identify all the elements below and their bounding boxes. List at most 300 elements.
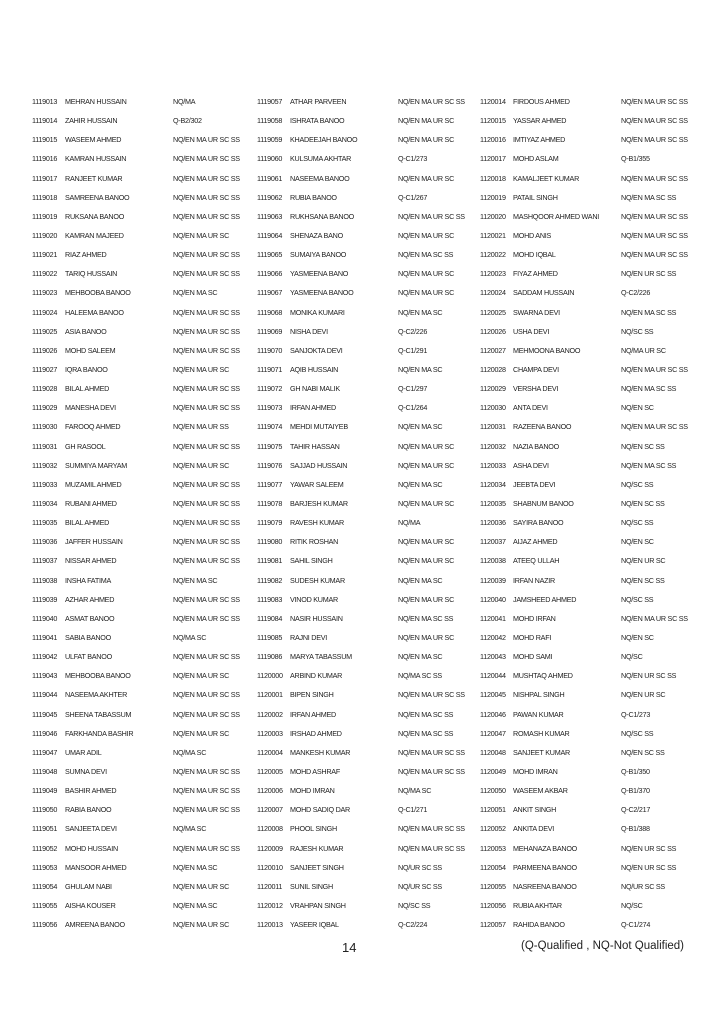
table-row: [257, 762, 482, 781]
roll-number: 1119043: [32, 671, 58, 681]
candidate-name: MANSOOR AHMED: [65, 862, 127, 872]
roll-number: 1120053: [480, 843, 506, 853]
table-row: [32, 551, 257, 570]
result-status: NQ/EN SC: [621, 403, 654, 413]
candidate-name: UMAR ADIL: [65, 747, 102, 757]
roll-number: 1119013: [32, 97, 58, 107]
table-row: [480, 92, 705, 111]
roll-number: 1119041: [32, 633, 58, 642]
results-column-2: [257, 92, 482, 934]
table-row: [257, 341, 482, 360]
result-status: NQ/EN MA UR SC: [398, 231, 455, 241]
result-status: NQ/EN MA SC SS: [621, 460, 677, 470]
result-status: NQ/MA: [173, 97, 196, 107]
roll-number: 1120046: [480, 709, 506, 719]
roll-number: 1119015: [32, 135, 58, 145]
candidate-name: AZHAR AHMED: [65, 594, 115, 604]
candidate-name: SWARNA DEVI: [513, 307, 560, 317]
table-row: [32, 111, 257, 130]
candidate-name: MOHD RAFI: [513, 633, 552, 642]
results-column-3: [480, 92, 705, 934]
table-row: [257, 724, 482, 743]
table-row: [32, 513, 257, 532]
table-row: [32, 379, 257, 398]
result-status: NQ/MA SC: [398, 786, 432, 796]
result-status: NQ/EN MA SC SS: [621, 384, 677, 394]
table-row: [257, 437, 482, 456]
candidate-name: MOHD SADIQ DAR: [290, 805, 350, 815]
roll-number: 1120033: [480, 460, 506, 470]
roll-number: 1119028: [32, 384, 58, 394]
table-row: [480, 245, 705, 264]
table-row: [32, 609, 257, 628]
legend: (Q-Qualified , NQ-Not Qualified): [521, 940, 684, 952]
candidate-name: NASIR HUSSAIN: [290, 613, 343, 623]
table-row: [257, 92, 482, 111]
candidate-name: BARJESH KUMAR: [290, 499, 348, 509]
candidate-name: BASHIR AHMED: [65, 786, 117, 796]
table-row: [480, 858, 705, 877]
table-row: [257, 130, 482, 149]
table-row: [32, 398, 257, 417]
candidate-name: FIRDOUS AHMED: [513, 97, 570, 107]
candidate-name: NAZIA BANOO: [513, 441, 559, 451]
roll-number: 1119081: [257, 556, 283, 566]
result-status: NQ/EN MA UR SC SS: [173, 479, 240, 489]
roll-number: 1120047: [480, 728, 506, 738]
result-status: NQ/EN MA UR SC SS: [173, 499, 240, 509]
table-row: [480, 437, 705, 456]
result-status: NQ/EN MA UR SC: [173, 460, 230, 470]
table-row: [257, 513, 482, 532]
result-status: Q-C2/226: [398, 326, 428, 336]
result-status: NQ/EN MA UR SC: [398, 441, 455, 451]
roll-number: 1120052: [480, 824, 506, 834]
candidate-name: GHULAM NABI: [65, 881, 112, 891]
result-status: NQ/EN MA UR SC SS: [621, 135, 688, 145]
table-row: [32, 762, 257, 781]
table-row: [257, 590, 482, 609]
candidate-name: RAJESH KUMAR: [290, 843, 344, 853]
result-status: NQ/EN MA UR SC: [398, 556, 455, 566]
table-row: [32, 303, 257, 322]
candidate-name: SANJEET SINGH: [290, 862, 344, 872]
result-status: NQ/EN UR SC SS: [621, 862, 677, 872]
table-row: [480, 647, 705, 666]
roll-number: 1120006: [257, 786, 283, 796]
roll-number: 1120032: [480, 441, 506, 451]
table-row: [32, 149, 257, 168]
table-row: [32, 838, 257, 857]
result-status: NQ/EN MA UR SC SS: [173, 173, 240, 183]
result-status: NQ/EN MA SC SS: [398, 728, 454, 738]
result-status: NQ/EN SC SS: [621, 441, 665, 451]
candidate-name: KHADEEJAH BANOO: [290, 135, 358, 145]
roll-number: 1119066: [257, 269, 283, 279]
candidate-name: MONIKA KUMARI: [290, 307, 345, 317]
roll-number: 1119051: [32, 824, 58, 834]
table-row: [32, 494, 257, 513]
result-status: NQ/EN MA SC SS: [398, 709, 454, 719]
result-status: NQ/EN MA UR SC SS: [173, 250, 240, 260]
table-row: [480, 264, 705, 283]
candidate-name: MOHD HUSSAIN: [65, 843, 118, 853]
result-status: NQ/EN MA UR SC SS: [173, 613, 240, 623]
roll-number: 1119017: [32, 173, 58, 183]
roll-number: 1120002: [257, 709, 283, 719]
candidate-name: RIAZ AHMED: [65, 250, 107, 260]
table-row: [257, 322, 482, 341]
result-status: NQ/EN MA UR SC SS: [173, 594, 240, 604]
roll-number: 1119086: [257, 652, 283, 662]
result-status: NQ/EN MA UR SC: [173, 920, 230, 930]
roll-number: 1119020: [32, 231, 58, 241]
result-status: Q-C1/273: [398, 154, 428, 164]
table-row: [480, 322, 705, 341]
roll-number: 1119077: [257, 479, 283, 489]
result-status: NQ/EN MA UR SC SS: [173, 441, 240, 451]
result-status: Q-B1/355: [621, 154, 650, 164]
result-status: NQ/EN MA UR SC SS: [173, 766, 240, 776]
roll-number: 1120044: [480, 671, 506, 681]
result-status: Q-C1/273: [621, 709, 651, 719]
roll-number: 1120003: [257, 728, 283, 738]
candidate-name: SANJEET KUMAR: [513, 747, 570, 757]
result-status: Q-B1/388: [621, 824, 650, 834]
result-status: Q-C1/267: [398, 192, 428, 202]
table-row: [480, 838, 705, 857]
candidate-name: YASMEENA BANOO: [290, 288, 354, 298]
roll-number: 1119038: [32, 575, 58, 585]
result-status: NQ/EN SC SS: [621, 575, 665, 585]
candidate-name: VRAHPAN SINGH: [290, 900, 346, 910]
table-row: [32, 92, 257, 111]
result-status: NQ/EN MA UR SC: [398, 499, 455, 509]
table-row: [32, 915, 257, 934]
result-status: NQ/EN UR SC SS: [621, 843, 677, 853]
roll-number: 1119035: [32, 518, 58, 528]
candidate-name: ATEEQ ULLAH: [513, 556, 560, 566]
result-status: NQ/EN UR SC SS: [621, 671, 677, 681]
table-row: [32, 781, 257, 800]
roll-number: 1119048: [32, 766, 58, 776]
table-row: [480, 685, 705, 704]
results-column-1: [32, 92, 257, 934]
result-status: NQ/EN UR SC: [621, 556, 666, 566]
table-row: [480, 303, 705, 322]
table-row: [480, 111, 705, 130]
candidate-name: NISSAR AHMED: [65, 556, 117, 566]
table-row: [257, 303, 482, 322]
roll-number: 1119027: [32, 365, 58, 375]
result-status: NQ/EN MA SC: [173, 288, 218, 298]
table-row: [480, 130, 705, 149]
candidate-name: WASEEM AHMED: [65, 135, 122, 145]
candidate-name: RUBIA AKHTAR: [513, 900, 562, 910]
table-row: [257, 800, 482, 819]
roll-number: 1119032: [32, 460, 58, 470]
table-row: [480, 915, 705, 934]
table-row: [257, 551, 482, 570]
result-status: NQ/EN MA UR SC SS: [398, 690, 465, 700]
table-row: [32, 628, 257, 647]
roll-number: 1120014: [480, 97, 506, 107]
roll-number: 1120023: [480, 269, 506, 279]
roll-number: 1120028: [480, 365, 506, 375]
candidate-name: MEHDI MUTAIYEB: [290, 422, 348, 432]
candidate-name: MEHMOONA BANOO: [513, 345, 581, 355]
table-row: [32, 475, 257, 494]
roll-number: 1119074: [257, 422, 283, 432]
roll-number: 1119079: [257, 518, 283, 528]
table-row: [257, 245, 482, 264]
candidate-name: ANTA DEVI: [513, 403, 548, 413]
result-status: NQ/EN MA SC: [173, 575, 218, 585]
roll-number: 1120043: [480, 652, 506, 662]
candidate-name: KAMRAN MAJEED: [65, 231, 124, 241]
table-row: [480, 877, 705, 896]
table-row: [257, 819, 482, 838]
result-status: NQ/EN MA SC: [398, 652, 443, 662]
roll-number: 1119036: [32, 537, 58, 547]
result-status: NQ/MA SC SS: [398, 671, 442, 681]
result-status: Q-C2/224: [398, 920, 428, 930]
result-status: NQ/EN MA UR SC: [398, 116, 455, 126]
result-status: NQ/EN MA UR SC SS: [173, 135, 240, 145]
result-status: NQ/EN UR SC SS: [621, 269, 677, 279]
candidate-name: ANKIT SINGH: [513, 805, 557, 815]
result-status: Q-C1/271: [398, 805, 428, 815]
candidate-name: NASEEMA BANOO: [290, 173, 350, 183]
table-row: [480, 379, 705, 398]
result-status: NQ/EN SC SS: [621, 747, 665, 757]
roll-number: 1120030: [480, 403, 506, 413]
candidate-name: IMTIYAZ AHMED: [513, 135, 566, 145]
candidate-name: ULFAT BANOO: [65, 652, 112, 662]
candidate-name: SAMREENA BANOO: [65, 192, 130, 202]
candidate-name: CHAMPA DEVI: [513, 365, 559, 375]
roll-number: 1119025: [32, 326, 58, 336]
result-status: NQ/EN MA SC SS: [621, 192, 677, 202]
roll-number: 1120057: [480, 920, 506, 930]
roll-number: 1120038: [480, 556, 506, 566]
candidate-name: ARBIND KUMAR: [290, 671, 343, 681]
table-row: [257, 226, 482, 245]
table-row: [480, 896, 705, 915]
table-row: [32, 130, 257, 149]
result-status: NQ/EN MA SC: [398, 365, 443, 375]
table-row: [480, 551, 705, 570]
result-status: NQ/EN UR SC: [621, 690, 666, 700]
roll-number: 1120011: [257, 881, 283, 891]
result-status: NQ/EN MA UR SC SS: [173, 307, 240, 317]
table-row: [32, 705, 257, 724]
roll-number: 1119076: [257, 460, 283, 470]
result-status: NQ/EN MA UR SC SS: [173, 709, 240, 719]
candidate-name: NISHA DEVI: [290, 326, 328, 336]
table-row: [257, 475, 482, 494]
table-row: [480, 207, 705, 226]
candidate-name: ASMAT BANOO: [65, 613, 115, 623]
candidate-name: ZAHIR HUSSAIN: [65, 116, 118, 126]
result-status: NQ/MA SC: [173, 824, 207, 834]
result-status: NQ/EN MA UR SC SS: [173, 345, 240, 355]
table-row: [32, 341, 257, 360]
roll-number: 1119064: [257, 231, 283, 241]
candidate-name: MUSHTAQ AHMED: [513, 671, 573, 681]
roll-number: 1119082: [257, 575, 283, 585]
table-row: [257, 379, 482, 398]
result-status: NQ/EN MA UR SC: [398, 135, 455, 145]
roll-number: 1119071: [257, 365, 283, 375]
candidate-name: JAMSHEED AHMED: [513, 594, 577, 604]
result-status: NQ/SC SS: [621, 594, 654, 604]
candidate-name: RUKHSANA BANOO: [290, 211, 354, 221]
table-row: [257, 188, 482, 207]
candidate-name: PARMEENA BANOO: [513, 862, 577, 872]
roll-number: 1120013: [257, 920, 283, 930]
candidate-name: MOHD SAMI: [513, 652, 553, 662]
roll-number: 1119057: [257, 97, 283, 107]
table-row: [480, 590, 705, 609]
result-status: NQ/EN SC: [621, 537, 654, 547]
candidate-name: MOHD ASLAM: [513, 154, 559, 164]
table-row: [257, 705, 482, 724]
result-status: NQ/EN MA SC: [398, 479, 443, 489]
roll-number: 1120036: [480, 518, 506, 528]
roll-number: 1119058: [257, 116, 283, 126]
table-row: [257, 169, 482, 188]
table-row: [257, 743, 482, 762]
roll-number: 1120010: [257, 862, 283, 872]
result-status: NQ/EN MA UR SC: [173, 881, 230, 891]
candidate-name: GH RASOOL: [65, 441, 106, 451]
result-status: NQ/EN MA UR SC SS: [173, 805, 240, 815]
table-row: [32, 360, 257, 379]
result-status: NQ/EN MA SC: [173, 862, 218, 872]
roll-number: 1119061: [257, 173, 283, 183]
table-row: [480, 169, 705, 188]
candidate-name: MOHD IMRAN: [513, 766, 558, 776]
candidate-name: RAZEENA BANOO: [513, 422, 572, 432]
result-status: NQ/EN MA UR SC SS: [621, 250, 688, 260]
candidate-name: BILAL AHMED: [65, 384, 110, 394]
result-status: NQ/EN MA UR SC SS: [398, 766, 465, 776]
roll-number: 1119050: [32, 805, 58, 815]
result-status: NQ/EN MA UR SC: [398, 633, 455, 642]
result-status: NQ/EN MA UR SC SS: [398, 97, 465, 107]
candidate-name: IQRA BANOO: [65, 365, 108, 375]
result-status: Q-C1/297: [398, 384, 428, 394]
result-status: NQ/EN MA UR SC SS: [173, 537, 240, 547]
candidate-name: MOHD IQBAL: [513, 250, 556, 260]
roll-number: 1120039: [480, 575, 506, 585]
table-row: [32, 456, 257, 475]
candidate-name: MUZAMIL AHMED: [65, 479, 122, 489]
candidate-name: SANJEETA DEVI: [65, 824, 117, 834]
roll-number: 1120020: [480, 211, 506, 221]
result-status: Q-C1/264: [398, 403, 428, 413]
result-status: NQ/SC SS: [621, 518, 654, 528]
table-row: [32, 437, 257, 456]
table-row: [32, 571, 257, 590]
roll-number: 1119069: [257, 326, 283, 336]
result-status: NQ/EN MA UR SC SS: [621, 97, 688, 107]
result-status: NQ/EN MA UR SC SS: [398, 843, 465, 853]
candidate-name: PHOOL SINGH: [290, 824, 337, 834]
candidate-name: SAHIL SINGH: [290, 556, 333, 566]
result-status: Q-B2/302: [173, 116, 202, 126]
table-row: [32, 590, 257, 609]
candidate-name: HALEEMA BANOO: [65, 307, 124, 317]
candidate-name: MANKESH KUMAR: [290, 747, 351, 757]
roll-number: 1119055: [32, 900, 58, 910]
roll-number: 1119083: [257, 594, 283, 604]
candidate-name: SHABNUM BANOO: [513, 499, 574, 509]
result-status: NQ/MA: [398, 518, 421, 528]
result-status: NQ/EN MA SC SS: [621, 307, 677, 317]
candidate-name: NISHPAL SINGH: [513, 690, 565, 700]
candidate-name: KAMALJEET KUMAR: [513, 173, 580, 183]
roll-number: 1120031: [480, 422, 506, 432]
result-status: NQ/MA SC: [173, 747, 207, 757]
table-row: [257, 398, 482, 417]
candidate-name: NASREENA BANOO: [513, 881, 577, 891]
result-status: NQ/EN MA SC SS: [398, 613, 454, 623]
table-row: [32, 532, 257, 551]
candidate-name: FAROOQ AHMED: [65, 422, 121, 432]
roll-number: 1119034: [32, 499, 58, 509]
roll-number: 1119031: [32, 441, 58, 451]
candidate-name: TARIQ HUSSAIN: [65, 269, 118, 279]
table-row: [32, 724, 257, 743]
table-row: [480, 532, 705, 551]
table-row: [257, 915, 482, 934]
candidate-name: MOHD IRFAN: [513, 613, 556, 623]
table-row: [257, 609, 482, 628]
candidate-name: MARYA TABASSUM: [290, 652, 352, 662]
candidate-name: NASEEMA AKHTER: [65, 690, 128, 700]
roll-number: 1120050: [480, 786, 506, 796]
result-status: NQ/SC SS: [398, 900, 431, 910]
candidate-name: IRSHAD AHMED: [290, 728, 342, 738]
roll-number: 1119053: [32, 862, 58, 872]
table-row: [257, 838, 482, 857]
candidate-name: AQIB HUSSAIN: [290, 365, 339, 375]
table-row: [32, 877, 257, 896]
table-row: [480, 743, 705, 762]
roll-number: 1120001: [257, 690, 283, 700]
candidate-name: INSHA FATIMA: [65, 575, 111, 585]
result-status: NQ/EN MA UR SC: [173, 365, 230, 375]
result-status: NQ/EN MA UR SC SS: [621, 422, 688, 432]
roll-number: 1119072: [257, 384, 283, 394]
table-row: [257, 111, 482, 130]
candidate-name: RABIA BANOO: [65, 805, 112, 815]
candidate-name: ISHRATA BANOO: [290, 116, 345, 126]
table-row: [257, 781, 482, 800]
table-row: [257, 877, 482, 896]
table-row: [257, 360, 482, 379]
result-status: NQ/EN MA SC: [398, 575, 443, 585]
candidate-name: ASIA BANOO: [65, 326, 107, 336]
candidate-name: AISHA KOUSER: [65, 900, 116, 910]
result-status: Q-B1/370: [621, 786, 650, 796]
result-status: NQ/EN MA UR SC SS: [398, 824, 465, 834]
candidate-name: PAWAN KUMAR: [513, 709, 564, 719]
table-row: [32, 322, 257, 341]
roll-number: 1120034: [480, 479, 506, 489]
